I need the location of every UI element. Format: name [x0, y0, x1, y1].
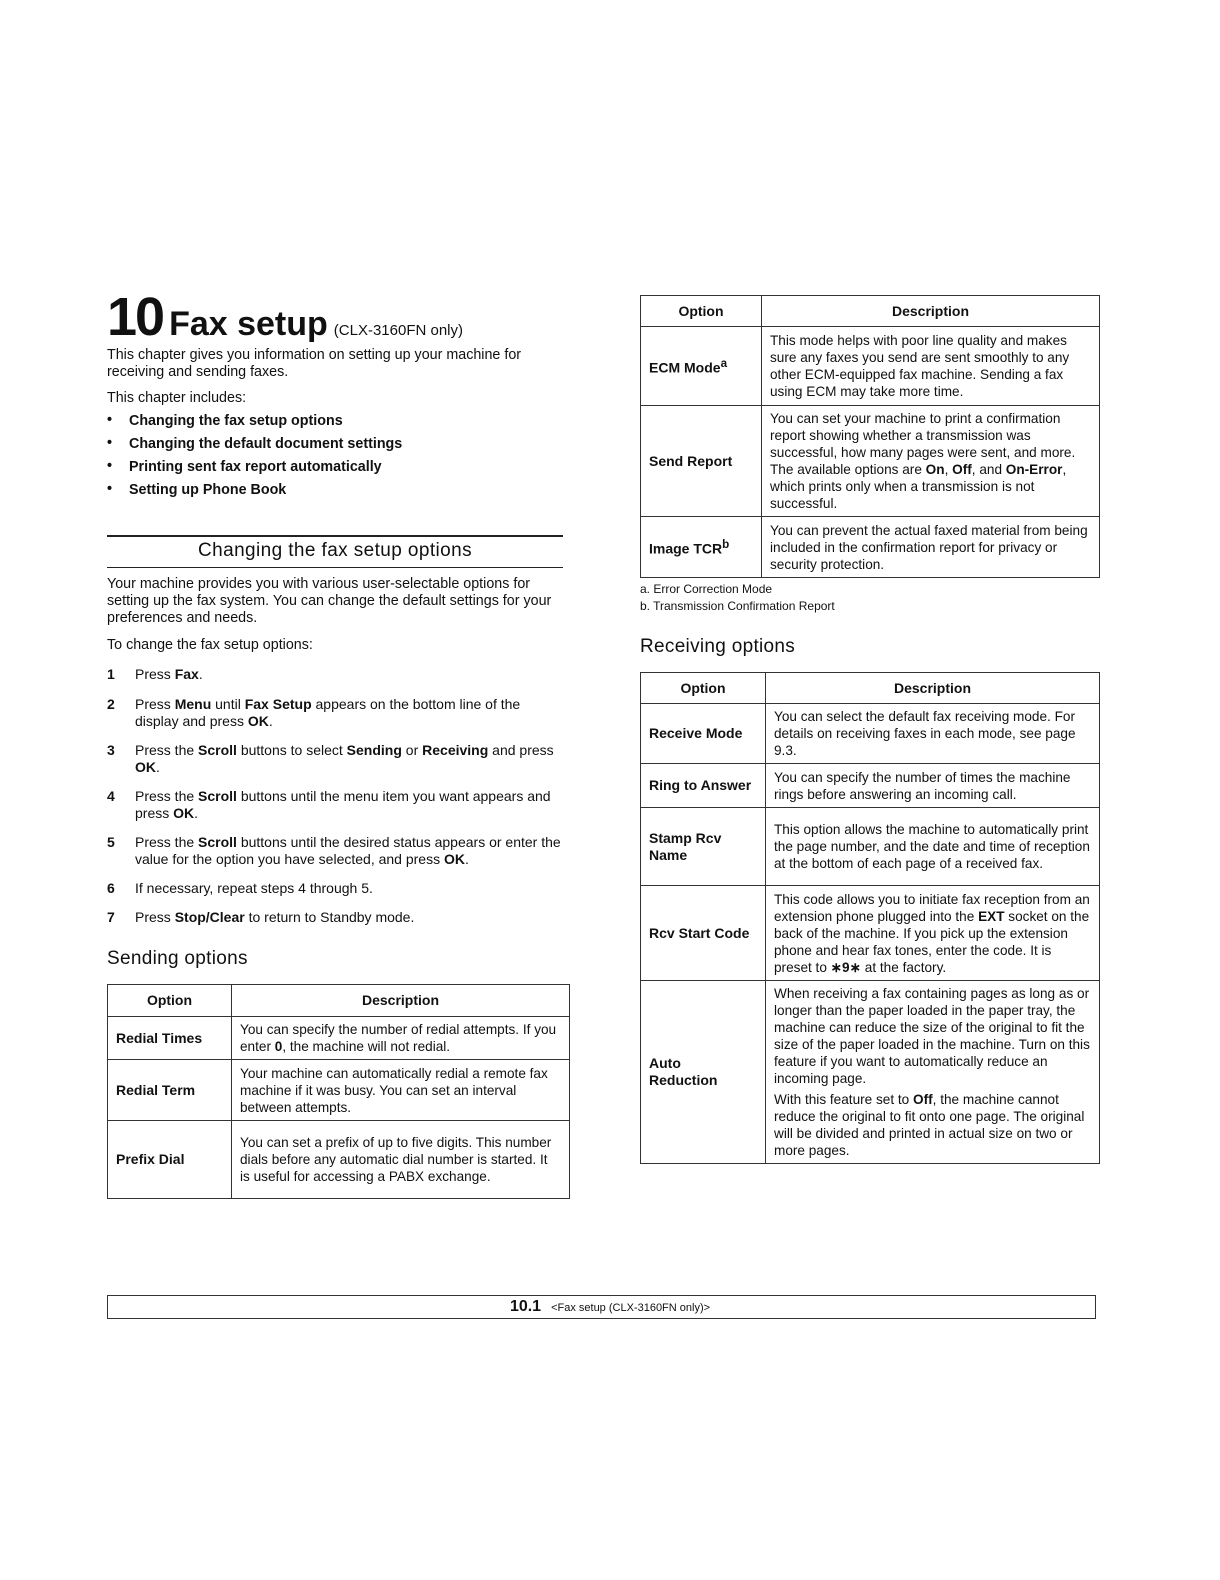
section-intro: Your machine provides you with various user-selectable options for setting up the fax system. You can change the default settings for your preferences and needs. — [107, 576, 552, 626]
sending-options-continued-table — [640, 295, 1100, 578]
column-header-option: Option — [641, 673, 766, 704]
option-cell: Image TCR$^b$ — [641, 517, 762, 578]
chapter-model-note: (CLX-3160FN only) — [333, 322, 464, 339]
step-item: 4 Press the Scroll buttons until the menu item you want appears and press OK. — [107, 788, 551, 821]
chapter-number: 10 — [107, 287, 164, 347]
description-cell: This code allows you to initiate fax reception from an extension phone plugged into the EXT socket on the back of the machine. If you pick up the extension phone and hear fax tones, enter the code. It is preset to ∗9∗ at the factory. — [766, 886, 1100, 981]
step-text: Press the Scroll buttons until the menu item you want appears and press OK. — [135, 788, 551, 821]
description-cell: You can set a prefix of up to five digits. This number dials before any automatic dial number is started. It is useful for accessing a PABX exchange. — [232, 1121, 570, 1199]
sending-options-table — [107, 984, 570, 1199]
step-text: Press Stop/Clear to return to Standby mode. — [135, 909, 415, 925]
description-cell: Your machine can automatically redial a remote fax machine if it was busy. You can set an interval between attempts. — [232, 1060, 570, 1121]
column-header-option: Option — [108, 985, 232, 1017]
table-row — [641, 764, 1100, 808]
table-row — [641, 406, 1100, 517]
step-item: 5 Press the Scroll buttons until the desired status appears or enter the value for the option you have selected, and press OK. — [107, 834, 561, 867]
option-cell: Send Report — [641, 406, 762, 517]
step-item: 1 Press Fax. — [107, 666, 203, 682]
includes-label: This chapter includes: — [107, 390, 247, 406]
step-text: Press Menu until Fax Setup appears on the bottom line of the display and press OK. — [135, 696, 521, 729]
chapter-title: Fax setup — [169, 305, 328, 343]
step-text: Press the Scroll buttons to select Sending or Receiving and press OK. — [135, 742, 554, 775]
description-cell: When receiving a fax containing pages as long as or longer than the paper loaded in the paper tray, the machine can reduce the size of the original to fit the size of the paper loaded in the machine. Turn on this feature if you want to automatically reduce an incoming page. With this feature set to Off, the machine cannot reduce the original to fit onto one page. The original will be divided and printed in actual size on two or more pages. — [766, 981, 1100, 1164]
steps-label: To change the fax setup options: — [107, 637, 313, 653]
option-cell: Receive Mode — [641, 704, 766, 764]
option-cell: Auto Reduction — [641, 981, 766, 1164]
receiving-options-table — [640, 672, 1100, 1164]
chapter-intro: This chapter gives you information on setting up your machine for receiving and sending faxes. — [107, 347, 522, 380]
step-text: If necessary, repeat steps 4 through 5. — [135, 880, 373, 896]
option-cell: ECM Mode$^a$ — [641, 327, 762, 406]
includes-list — [107, 413, 557, 505]
description-cell: You can prevent the actual faxed material from being included in the confirmation report for privacy or security protection. — [762, 517, 1100, 578]
table-row — [108, 1060, 570, 1121]
section-title: Changing the fax setup options — [198, 540, 472, 561]
description-cell: You can set your machine to print a confirmation report showing whether a transmission was successful, how many pages were sent, and more. The available options are On, Off, and On-Error, which prints only when a transmission is not successful. — [762, 406, 1100, 517]
step-item: 3 Press the Scroll buttons to select Sending or Receiving and press OK. — [107, 742, 554, 775]
option-cell: Stamp Rcv Name — [641, 808, 766, 886]
table-row — [641, 517, 1100, 578]
description-cell: You can specify the number of redial attempts. If you enter 0, the machine will not redial. — [232, 1017, 570, 1060]
step-item: 7 Press Stop/Clear to return to Standby mode. — [107, 909, 415, 925]
table-row — [641, 886, 1100, 981]
section-heading — [107, 535, 563, 568]
footnote-b: b. Transmission Confirmation Report — [640, 599, 835, 613]
list-item: • Changing the fax setup options — [107, 413, 557, 436]
list-item: • Setting up Phone Book — [107, 482, 557, 505]
list-item: • Printing sent fax report automatically — [107, 459, 557, 482]
table-row — [641, 808, 1100, 886]
steps-list — [107, 666, 563, 926]
step-text: Press Fax. — [135, 666, 203, 682]
table-header-row — [641, 673, 1100, 704]
column-header-description: Description — [762, 296, 1100, 327]
column-header-description: Description — [766, 673, 1100, 704]
description-cell: You can specify the number of times the machine rings before answering an incoming call. — [766, 764, 1100, 808]
option-cell: Ring to Answer — [641, 764, 766, 808]
footer-chapter-label: <Fax setup (CLX-3160FN only)> — [551, 1302, 711, 1314]
table-header-row — [641, 296, 1100, 327]
description-cell: This mode helps with poor line quality and makes sure any faxes you send are sent smoothly to any other ECM-equipped fax machine. Sending a fax using ECM may take more time. — [762, 327, 1100, 406]
step-item: 6 If necessary, repeat steps 4 through 5. — [107, 880, 373, 896]
page-number: 10.1 — [509, 1298, 542, 1315]
table-row — [108, 1121, 570, 1199]
page-footer-text — [0, 1298, 1220, 1316]
table-header-row — [108, 985, 570, 1017]
sending-options-heading: Sending options — [107, 948, 248, 969]
step-text: Press the Scroll buttons until the desired status appears or enter the value for the option you have selected, and press OK. — [135, 834, 561, 867]
option-cell: Redial Times — [108, 1017, 232, 1060]
table-row — [641, 981, 1100, 1164]
description-cell: You can select the default fax receiving mode. For details on receiving faxes in each mode, see page 9.3. — [766, 704, 1100, 764]
table-row — [641, 327, 1100, 406]
option-cell: Rcv Start Code — [641, 886, 766, 981]
column-header-description: Description — [232, 985, 570, 1017]
chapter-heading — [107, 286, 463, 348]
receiving-options-heading: Receiving options — [640, 636, 796, 657]
description-cell: This option allows the machine to automatically print the page number, and the date and time of reception at the bottom of each page of a received fax. — [766, 808, 1100, 886]
column-header-option: Option — [641, 296, 762, 327]
list-item: • Changing the default document settings — [107, 436, 557, 459]
table-row — [641, 704, 1100, 764]
option-cell: Prefix Dial — [108, 1121, 232, 1199]
step-item: 2 Press Menu until Fax Setup appears on the bottom line of the display and press OK. — [107, 696, 521, 729]
footnote-a: a. Error Correction Mode — [640, 582, 773, 596]
table-row — [108, 1017, 570, 1060]
option-cell: Redial Term — [108, 1060, 232, 1121]
